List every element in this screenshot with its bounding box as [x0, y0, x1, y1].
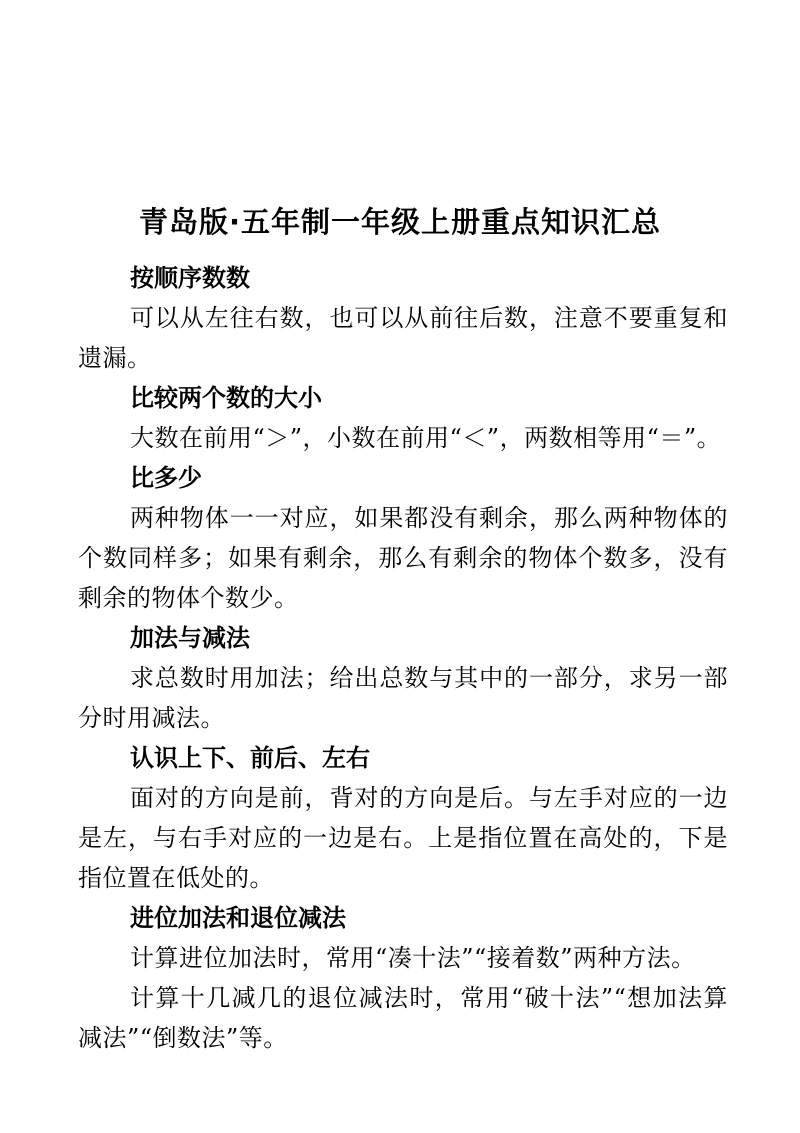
- content-body: [78, 258, 728, 1058]
- section-heading: 进位加法和退位减法: [130, 904, 346, 932]
- section-paragraph: 计算十几减几的退位减法时，常用“破十法”“想加法算减法”“倒数法”等。: [78, 984, 728, 1052]
- page-title: 青岛版·五年制一年级上册重点知识汇总: [138, 205, 662, 239]
- section-paragraph: 面对的方向是前，背对的方向是后。与左手对应的一边是左，与右手对应的一边是右。上是指位置在高处的，下是指位置在低处的。: [78, 784, 728, 892]
- section-heading: 按顺序数数: [130, 264, 250, 292]
- section-paragraph: 大数在前用“＞”，小数在前用“＜”，两数相等用“＝”。: [130, 424, 722, 452]
- section-heading: 认识上下、前后、左右: [130, 744, 370, 772]
- section-paragraph: 求总数时用加法；给出总数与其中的一部分，求另一部分时用减法。: [78, 664, 728, 732]
- section-paragraph: 两种物体一一对应，如果都没有剩余，那么两种物体的个数同样多；如果有剩余，那么有剩余的物体个数多，没有剩余的物体个数少。: [78, 504, 728, 612]
- section-heading: 比多少: [130, 464, 202, 492]
- section-heading: 比较两个数的大小: [130, 384, 322, 412]
- section-paragraph: 可以从左往右数，也可以从前往后数，注意不要重复和遗漏。: [78, 304, 728, 372]
- section-paragraph: 计算进位加法时，常用“凑十法”“接着数”两种方法。: [130, 944, 696, 972]
- section-heading: 加法与减法: [130, 624, 250, 652]
